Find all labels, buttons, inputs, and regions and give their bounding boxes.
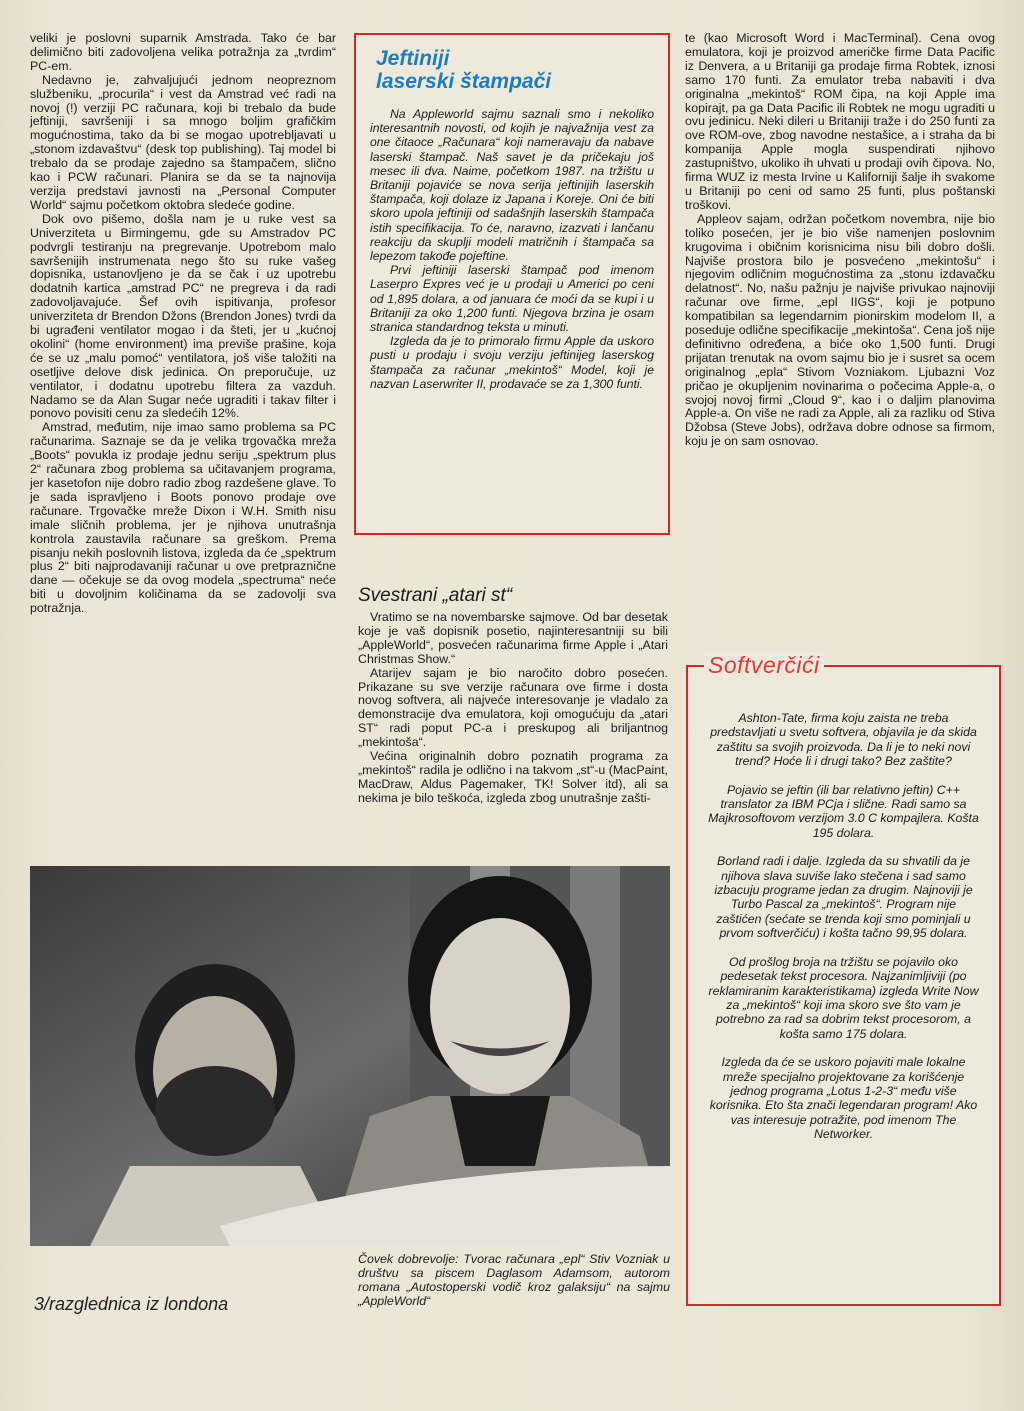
laser-box-title xyxy=(376,47,654,93)
left-paragraph-1: veliki je poslovni suparnik Amstrada. Tako će bar delimično biti zadovoljena velika potražnja za „tvrdim“ PC-em. xyxy=(30,31,336,73)
laser-paragraph-3: Izgleda da je to primoralo firmu Apple da uskoro pusti u prodaju i svoju verziju jeftinijeg laserskog štampača za računar „mekintoš“ Model, koji je nazvan Laserwriter II, prodavaće se za 1,300 funti. xyxy=(370,334,654,391)
right-paragraph-1: te (kao Microsoft Word i MacTerminal). Cena ovog emulatora, koji je proizvod američke firme Data Pacific iz Denvera, a u Britaniji ga prodaje firma Robtek, iznosi samo 170 funti. Za emulator treba nabaviti i dva originalna „mekintoš“ ROM čipa, na koji Apple ima kopirajt, pa ga Data Pacific ili Robtek ne mogu ugraditi u ovu jedinicu. Neki dileri u Britaniji traže i do 250 funti za ove ROM-ove, zbog navodne nestašice, a i straha da bi kompanija Apple mogla suspendirati njihovo zastupništvo, ukoliko ih uhvati u prodaji ovih čipova. No, firma WUZ iz mesta Irvine u Kaliforniji šalje ih svakome u Britaniji po ceni od samo 25 funti, plus poštanski troškovi. xyxy=(685,31,995,212)
photo-illustration xyxy=(30,866,670,1246)
photo-caption: Čovek dobrevolje: Tvorac računara „epl“ Stiv Vozniak u društvu sa piscem Daglasom Adamsom, autorom romana „Autostoperski vodič kroz galaksiju“ na sajmu „AppleWorld“ xyxy=(358,1252,670,1308)
soft-paragraph-1: Ashton-Tate, firma koju zaista ne treba predstavljati u svetu softvera, objavila je da skida zaštitu sa svojih proizvoda. Da li je to neki novi trend? Hoće li i drugi tako? Bez zaštite? xyxy=(710,711,977,769)
soft-paragraph-5: Izgleda da će se uskoro pojaviti male lokalne mreže specijalno projektovane za korišćenje jednog programa „Lotus 1-2-3“ među više korisnika. Eto šta znači legendaran program! Ako vas interesuje potražite, pod imenom The Networker. xyxy=(709,1055,978,1142)
software-box xyxy=(686,652,1001,1306)
right-text-column xyxy=(685,32,995,449)
laser-paragraph-2: Prvi jeftiniji laserski štampač pod imenom Laserpro Expres već je u prodaji u Americi po ceni od 1,895 dolara, a od januara će moći da se kupi i u Britaniji za oko 1,200 funti. Njegova brzina je osam stranica standardnog teksta u minuti. xyxy=(370,263,654,335)
soft-paragraph-2: Pojavio se jeftin (ili bar relativno jeftin) C++ translator za IBM PCja i slične. Radi samo sa Majkrosoftovom verzijom 3.0 C kompajlera. Košta 195 dolara. xyxy=(708,782,979,840)
laser-printers-box xyxy=(354,33,670,535)
middle-text-column xyxy=(358,585,668,806)
laser-paragraph-1: Na Appleworld sajmu saznali smo i nekoliko interesantnih novosti, od kojih je najvažnija vest za one čitaoce „Računara“ koji nameravaju da nabave laserski štampač. Naš savet je da pričekaju još mesec ili dva. Naime, početkom 1987. na tržištu u Britaniji pojaviće se nova serija jeftinijih laserskih štampača, koji dolaze iz Japana i Koreje. Oni će biti skoro upola jeftiniji od sadašnjih laserskih štampača istih specifikacija. To će, naravno, izazvati i lančanu reakciju da skuplji modeli matričnih i štampača sa lepezom takođe pojeftine. xyxy=(370,107,654,264)
photo-wozniak-adams xyxy=(30,866,670,1246)
laser-box-title-line2: laserski štampači xyxy=(376,70,552,93)
page-section-label: 3/razglednica iz londona xyxy=(34,1294,229,1314)
left-paragraph-3: Dok ovo pišemo, došla nam je u ruke vest sa Univerziteta u Birmingemu, gde su Amstradov PC podvrgli testiranju na pregrevanje. Upotrebom malo savršenijih instrumenata nego što su ruke vašeg dopisnika, ustanovljeno je da se čak i uz upotrebu dodatnih kartica „amstrad PC“ ne pregreva i da radi zadovoljavajuće. Šef ovih ispitivanja, profesor univerziteta dr Brendon Džons (Brendon Jones) tvrdi da bi ugrađeni ventilator mogao i da šteti, jer u „kućnoj okolini“ (home environment) ima previše prašine, koja će se uz „malu pomoć“ ventilatora, još više taložiti na osetljive delove disk jedinica. On preporučuje, uz ventilator, i dodatnu upotrebu filtera za vazduh. Nadamo se da Alan Sugar neće ugraditi i takav filter i ponovo povisiti cenu za sledećih 12%. xyxy=(30,211,336,421)
right-paragraph-2: Appleov sajam, održan početkom novembra, nije bio toliko posećen, jer je bio više namenjen poslovnim krugovima i običnim korisnicima nisu bili dobro došli. Najviše prostora bilo je posvećeno „mekintošu“ i njegovim odličnim mogućnostima za „stonu izdavačku delatnost“. No, našu pažnju je najviše privukao najnoviji računar ove firme, „epl IIGS“, koji je potpuno kompatibilan sa legendarnim pionirskim modelom II, a poseduje odlične specifikacije „mekintoša“. Cena još nije definitivno određena, a biće oko 1,500 funti. Drugi prijatan trenutak na ovom sajmu bio je i susret sa ocem originalnog „epla“ Stivom Vozniakom. Ljubazni Voz pričao je okupljenim novinarima o počecima Apple-a, o svojoj novoj firmi „Cloud 9“, kao i o daljim planovima Apple-a. On više ne radi za Apple, ali za razliku od Stiva Džobsa (Steve Jobs), održava dobre odnose sa firmom, koju je on sam osnovao. xyxy=(685,211,995,449)
middle-paragraph-3: Većina originalnih dobro poznatih programa za „mekintoš“ radila je odlično i na takvom „st“-u (MacPaint, MacDraw, Aldus Pagemaker, TK! Solver itd), ali sa nekima je bilo teškoća, izgleda zbog unutrašnje zašti- xyxy=(358,749,668,805)
laser-box-title-line1: Jeftiniji xyxy=(376,47,450,70)
soft-paragraph-4: Od prošlog broja na tržištu se pojavilo oko pedesetak tekst procesora. Najzanimljiviji (po reklamiranim karakteristikama) izgleda Write Now za „mekintoš“ koji ima skoro sve što vam je potrebno za rad sa dobrim tekst procesorom, a košta samo 175 dolara. xyxy=(708,954,979,1041)
left-paragraph-4: Amstrad, međutim, nije imao samo problema sa PC računarima. Saznaje se da je velika trgovačka mreža „Boots“ povukla iz prodaje jednu seriju „spektrum plus 2“ računara zbog problema sa učitavanjem programa, jer kasetofon nije dobro radio zbog razdešene glave. To je sada ispravljeno i Boots ponovo prodaje ove računare. Trgovačke mreže Dixon i W.H. Smith nisu imale sličnih problema, jer je njihova unutrašnja kontrola zaustavila računare sa greškom. Prema pisanju nekih poslovnih listova, izgleda da će „spektrum plus 2“ biti najprodavaniji računar u ove pretpraznične dane — očekuje se da ovog modela „spectruma“ neće biti u dovoljnim količinama da se zadovolji sva potražnja. xyxy=(30,420,336,616)
soft-paragraph-3: Borland radi i dalje. Izgleda da su shvatili da je njihova slava suviše lako stečena i sad samo izbacuju programe jedan za drugim. Najnoviji je Turbo Pascal za „mekintoš“. Program nije zaštićen (sećate se trenda koji smo pominjali u prvom softverčiću) i košta tačno 99,95 dolara. xyxy=(714,854,973,941)
left-paragraph-2: Nedavno je, zahvaljujući jednom neopreznom službeniku, „procurila“ i vest da Amstrad već radi na novoj (!) verziji PC računara, koji bi trebalo da bude jeftiniji, savršeniji i sa mnogo boljim grafičkim mogućnostima, tako da bi se mogao upotrebljavati u „stonom izdavaštvu“ (desk top publishing). Taj model bi trebalo da se prodaje zajedno sa štampačem, slično kao i PCW računari. Planira se da se ta najnovija verzija predstavi javnosti na „Personal Computer World“ sajmu početkom oktobra sledeće godine. xyxy=(30,72,336,212)
left-text-column xyxy=(30,32,336,616)
middle-paragraph-1: Vratimo se na novembarske sajmove. Od bar desetak koje je vaš dopisnik posetio, najinteresantniji su bili „AppleWorld“, posvećen računarima firme Apple i „Atari Christmas Show.“ xyxy=(358,610,668,666)
software-box-body xyxy=(708,711,979,1142)
middle-paragraph-2: Atarijev sajam je bio naročito dobro posećen. Prikazane su sve verzije računara ove firme i dosta novog softvera, ali najveće interesovanje je vladalo za demonstracije dva emulatora, koji omogućuju da „atari ST“ radi poput PC-a i preskupog ali briljantnog „mekintoša“. xyxy=(358,665,668,750)
atari-heading: Svestrani „atari st“ xyxy=(358,585,513,606)
laser-box-body xyxy=(370,107,654,391)
software-box-title: Softverčići xyxy=(704,652,824,678)
